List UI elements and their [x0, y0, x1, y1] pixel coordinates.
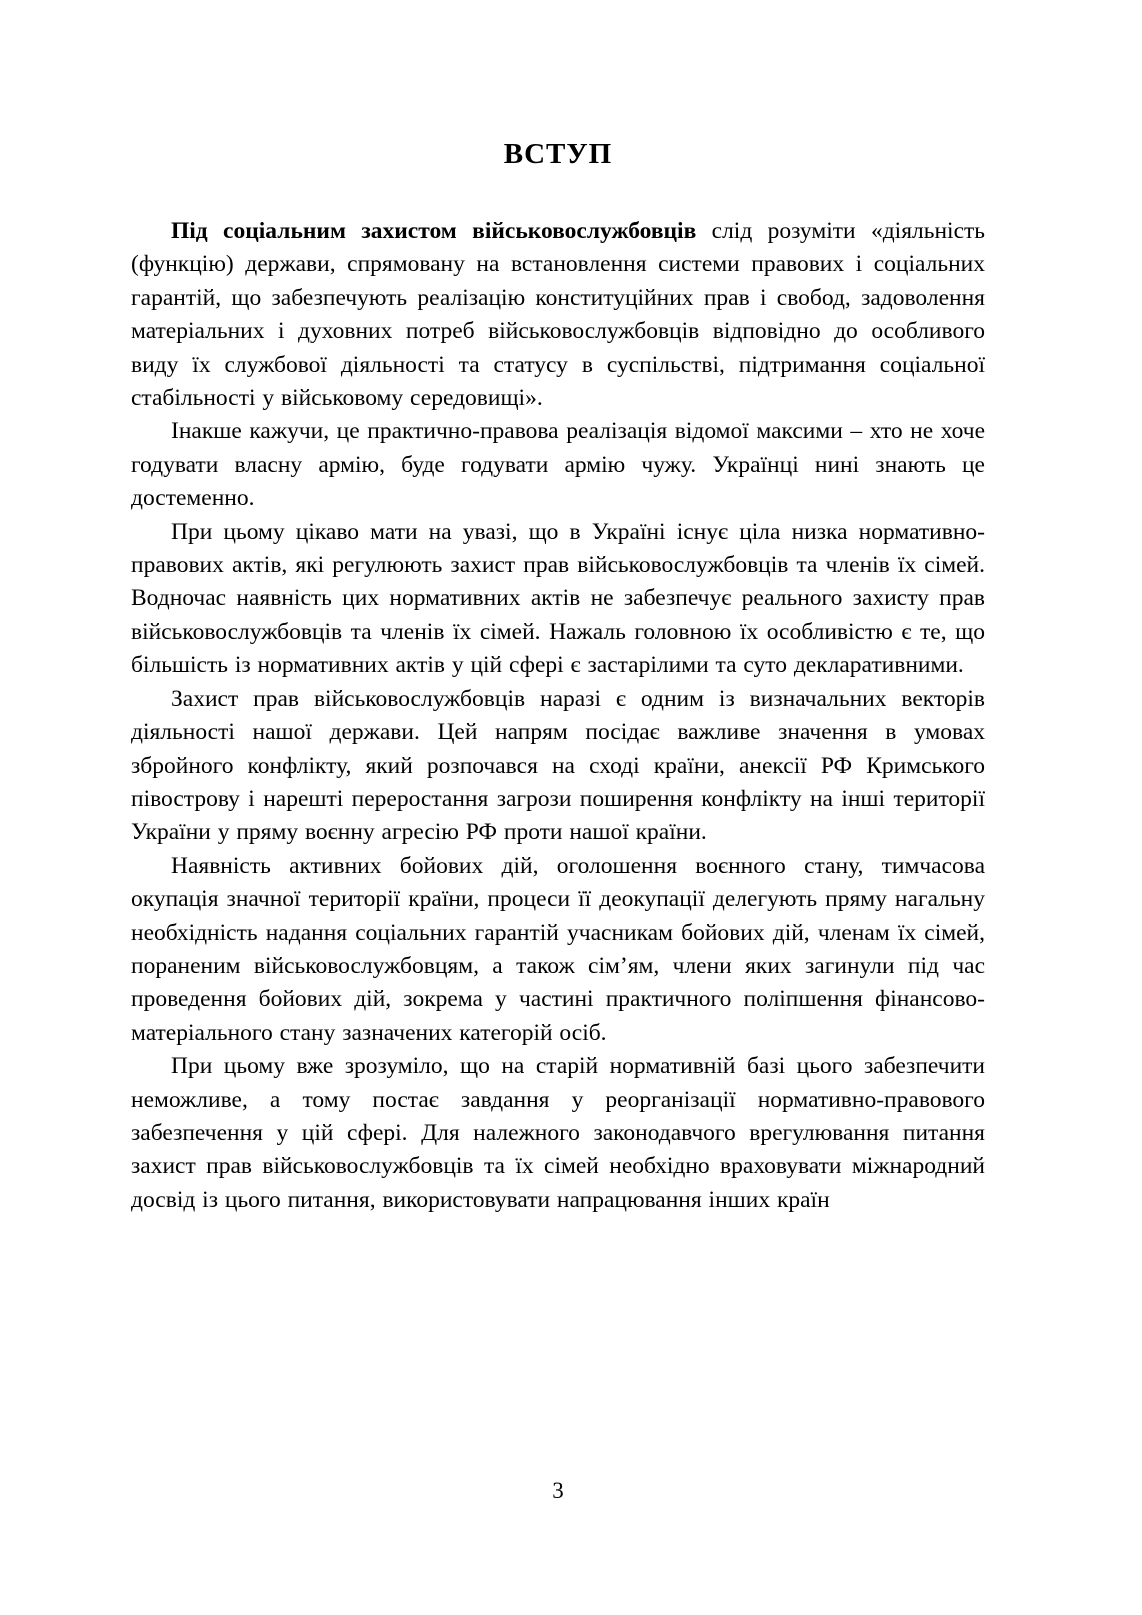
page-number: 3 [552, 1478, 564, 1503]
paragraph-social-guarantees: Наявність активних бойових дій, оголошення воєнного стану, тимчасова окупація значної території країни, процеси її деокупації делегують пряму нагальну необхідність надання соціальних гарантій учасникам бойових дій, членам їх сімей, пораненим військовослужбовцям, а також сім’ям, члени яких загинули під час проведення бойових дій, зокрема у частині практичного поліпшення фінансово-матеріального стану зазначених категорій осіб. [131, 852, 985, 1046]
paragraph-normative-acts: При цьому цікаво мати на увазі, що в Україні існує ціла низка нормативно-правових актів, які регулюють захист прав військовослужбовців та членів їх сімей. Водночас наявність цих нормативних актів не забезпечує реального захисту прав військовослужбовців та членів їх сімей. Нажаль головною їх особливістю є те, що більшість із нормативних актів у цій сфері є застарілими та суто декларативними. [131, 518, 985, 679]
paragraph-intro-definition [131, 215, 985, 415]
paragraph-legislative-regulation: При цьому вже зрозуміло, що на старій нормативній базі цього забезпечити неможливе, а тому постає завдання у реорганізації нормативно-правового забезпечення у цій сфері. Для належного законодавчого врегулювання питання захист прав військовослужбовців та їх сімей необхідно враховувати міжнародний досвід із цього питання, використовувати напрацювання інших країн [131, 1053, 985, 1213]
paragraph-maxim: Інакше кажучи, це практично-правова реалізація відомої максими – хто не хоче годувати власну армію, буде годувати армію чужу. Українці нині знають це достеменно. [131, 418, 985, 512]
paragraph-text: слід розуміти «діяльність (функцію) держави, спрямовану на встановлення системи правових і соціальних гарантій, що забезпечують реалізацію конституційних прав і свобод, задоволення матеріальних і духовних потреб військовослужбовців відповідно до особливого виду їх службової діяльності та статусу в суспільстві, підтримання соціальної стабільності у військовому середовищі». [131, 218, 985, 412]
paragraph-state-vectors: Захист прав військовослужбовців наразі є одним із визначальних векторів діяльності нашої держави. Цей напрям посідає важливе значення в умовах збройного конфлікту, який розпочався на сході країни, анексії РФ Кримського півострову і нарешті переростання загрози поширення конфлікту на інші території України у пряму воєнну агресію РФ проти нашої країни. [131, 685, 985, 846]
page-title: ВСТУП [503, 138, 613, 170]
paragraph-lead-bold: Під соціальним захистом військовослужбовців [171, 218, 697, 244]
